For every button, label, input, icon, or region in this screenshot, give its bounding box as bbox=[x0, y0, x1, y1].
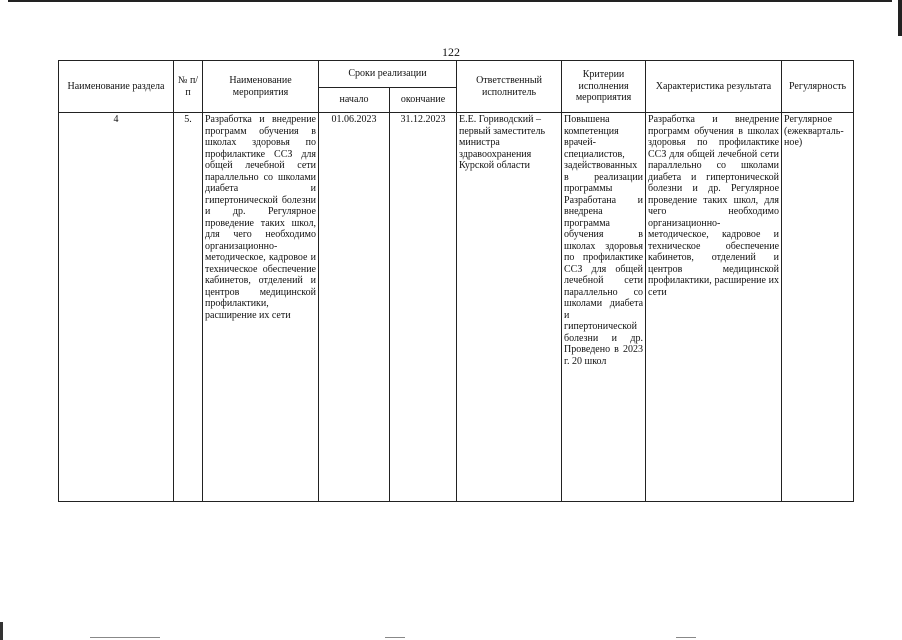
header-row bbox=[59, 61, 854, 88]
header-start: начало bbox=[319, 88, 390, 113]
cell-section: 4 bbox=[59, 113, 174, 502]
cell-result: Разработка и внедрение программ обучения в школах здоровья по профилактике ССЗ для общей лечебной сети параллельно со школами диабета и гипертонической болезни и др. Регулярное проведение таких школ, для чего необходимо организационно-методическое, кадровое и техническое обеспечение кабинетов, отделений и центров медицинской профилактики, расширение их сети bbox=[646, 113, 782, 502]
header-end: окончание bbox=[390, 88, 457, 113]
header-number: № п/п bbox=[174, 61, 203, 113]
header-regularity: Регулярность bbox=[782, 61, 854, 113]
header-deadlines: Сроки реализации bbox=[319, 61, 457, 88]
scan-edge-bottom bbox=[385, 637, 405, 638]
cell-number: 5. bbox=[174, 113, 203, 502]
scan-edge-bottom bbox=[676, 637, 696, 638]
cell-responsible: Е.Е. Гориводский – первый заместитель министра здравоохранения Курской области bbox=[457, 113, 562, 502]
cell-criteria: Повышена компетенция врачей-специалистов, задействованных в реализации программы Разработана и внедрена программа обучения в школах здоровья по профилактике ССЗ для общей лечебной сети параллельно со школами диабета и гипертонической болезни и др. Проведено в 2023 г. 20 школ bbox=[562, 113, 646, 502]
table-row bbox=[59, 113, 854, 502]
cell-start: 01.06.2023 bbox=[319, 113, 390, 502]
cell-event: Разработка и внедрение программ обучения в школах здоровья по профилактике ССЗ для общей лечебной сети параллельно со школами диабета и гипертонической болезни и др. Регулярное проведение таких школ, для чего необходимо организационно-методическое, кадровое и техническое обеспечение кабинетов, отделений и центров медицинской профилактики, расширение их сети bbox=[203, 113, 319, 502]
plan-table bbox=[58, 60, 854, 502]
header-result: Характеристика результата bbox=[646, 61, 782, 113]
header-section-name: Наименование раздела bbox=[59, 61, 174, 113]
scan-edge-top bbox=[8, 0, 892, 5]
cell-regularity: Регулярное (ежекварталь-ное) bbox=[782, 113, 854, 502]
header-event-name: Наименование мероприятия bbox=[203, 61, 319, 113]
scan-edge-left bbox=[0, 622, 3, 640]
header-responsible: Ответственный исполнитель bbox=[457, 61, 562, 113]
page-number: 122 bbox=[442, 45, 460, 59]
scan-edge-bottom bbox=[90, 637, 160, 638]
header-criteria: Критерии исполнения мероприятия bbox=[562, 61, 646, 113]
scan-edge-right bbox=[898, 0, 902, 36]
cell-end: 31.12.2023 bbox=[390, 113, 457, 502]
